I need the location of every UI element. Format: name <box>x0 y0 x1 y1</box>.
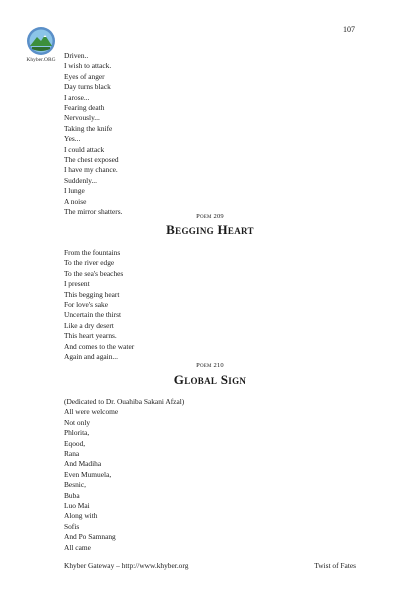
poem-line: Besnic, <box>64 480 86 490</box>
mountain-logo-icon <box>26 26 56 56</box>
poem-210-label: Poem 210 <box>196 362 224 369</box>
poem-line: Again and again... <box>64 352 118 362</box>
poem-line: I could attack <box>64 144 105 154</box>
poem-line: And comes to the water <box>64 341 135 351</box>
poem-line: Taking the knife <box>64 123 113 133</box>
poem-line: Uncertain the thirst <box>64 310 122 320</box>
poem-line: To the river edge <box>64 258 115 268</box>
poem-line: All came <box>64 542 91 552</box>
logo-text: Khyber.ORG <box>26 57 56 63</box>
poem-210-body <box>64 397 184 553</box>
poem-line: This begging heart <box>64 289 120 299</box>
poem-line: Suddenly... <box>64 175 97 185</box>
poem-line: I present <box>64 279 90 289</box>
poem-dedication: (Dedicated to Dr. Ouahiba Sakani Afzal) <box>64 397 185 406</box>
poem-line: All were welcome <box>64 407 119 417</box>
poem-line: This heart yearns. <box>64 331 117 341</box>
poem-line: A noise <box>64 196 87 206</box>
poem-line: I lunge <box>64 186 85 196</box>
poem-line: Driven.. <box>64 51 89 60</box>
poem-line: I arose... <box>64 92 90 102</box>
poem-line: Day turns black <box>64 82 111 92</box>
khyber-logo <box>22 26 60 63</box>
poem-line: Nervously... <box>64 113 100 123</box>
poem-line: Fearing death <box>64 103 105 113</box>
poem-line: The chest exposed <box>64 155 119 165</box>
poem-line: Along with <box>64 511 98 521</box>
page-number: 107 <box>343 25 355 34</box>
poem-line: Yes... <box>64 134 81 144</box>
poem-line: Even Mumuela, <box>64 469 112 479</box>
poem-line: Like a dry desert <box>64 320 114 330</box>
poem-line: And Madiha <box>64 459 102 469</box>
poem-line: Eqood, <box>64 438 86 448</box>
stanza-1 <box>64 51 123 218</box>
poem-line: I wish to attack. <box>64 61 112 71</box>
poem-209-label: Poem 209 <box>196 213 224 220</box>
poem-210-title: Global Sign <box>173 372 247 387</box>
poem-line: Buba <box>64 490 80 500</box>
poem-line: The mirror shatters. <box>64 207 123 217</box>
poem-line: For love's sake <box>64 300 109 310</box>
poem-line: Phlorita, <box>64 428 90 438</box>
poem-line: Eyes of anger <box>64 71 105 81</box>
poem-line: From the fountains <box>64 248 121 257</box>
poem-line: I have my chance. <box>64 165 118 175</box>
poem-line: Sofis <box>64 521 80 531</box>
footer-source: Khyber Gateway – http://www.khyber.org <box>64 561 189 570</box>
poem-line: And Po Samnang <box>64 532 116 542</box>
poem-line: Luo Mai <box>64 501 90 511</box>
poem-line: Not only <box>64 417 91 427</box>
poem-209-body <box>64 248 134 362</box>
poem-line: To the sea's beaches <box>64 268 124 278</box>
poem-line: Rana <box>64 449 80 459</box>
poem-209-title: Begging Heart <box>166 222 254 237</box>
footer-book-title: Twist of Fates <box>314 561 356 570</box>
